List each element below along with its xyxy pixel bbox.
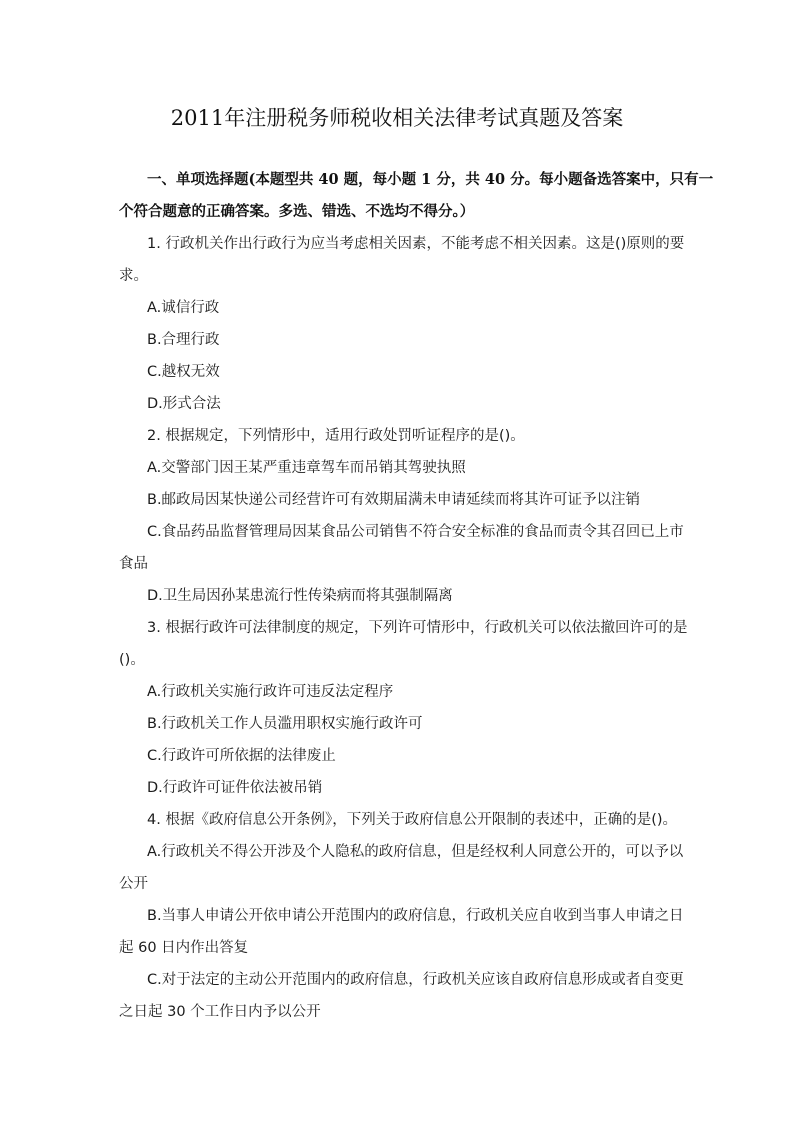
question-3-option-c: C.行政许可所依据的法律废止 (147, 748, 336, 764)
question-4: 4. 根据《政府信息公开条例》，下列关于政府信息公开限制的表述中，正确的是()。 (147, 812, 678, 828)
question-4-option-a: A.行政机关不得公开涉及个人隐私的政府信息，但是经权利人同意公开的，可以予以 (147, 844, 684, 860)
question-3: 3. 根据行政许可法律制度的规定，下列许可情形中，行政机关可以依法撤回许可的是 (147, 620, 688, 636)
question-1-cont: 求。 (119, 268, 148, 284)
question-1-option-b: B.合理行政 (147, 332, 220, 348)
question-3-option-a: A.行政机关实施行政许可违反法定程序 (147, 684, 394, 700)
question-3-cont: ()。 (119, 652, 145, 668)
question-2-option-c-cont: 食品 (119, 556, 148, 572)
question-4-option-b-cont: 起 60 日内作出答复 (119, 940, 249, 956)
question-4-option-b: B.当事人申请公开依申请公开范围内的政府信息，行政机关应自收到当事人申请之日 (147, 908, 684, 924)
question-1: 1. 行政机关作出行政行为应当考虑相关因素，不能考虑不相关因素。这是()原则的要 (147, 236, 685, 252)
document-title: 2011年注册税务师税收相关法律考试真题及答案 (170, 106, 624, 130)
question-2: 2. 根据规定，下列情形中，适用行政处罚听证程序的是()。 (147, 428, 525, 444)
section-heading: 一、单项选择题(本题型共 40 题，每小题 1 分，共 40 分。每小题备选答案中，只有一 (147, 171, 714, 188)
question-3-option-b: B.行政机关工作人员滥用职权实施行政许可 (147, 716, 423, 732)
question-4-option-a-cont: 公开 (119, 876, 148, 892)
question-4-option-c: C.对于法定的主动公开范围内的政府信息，行政机关应该自政府信息形成或者自变更 (147, 972, 684, 988)
section-heading-cont: 个符合题意的正确答案。多选、错选、不选均不得分。） (119, 203, 475, 220)
question-4-option-c-cont: 之日起 30 个工作日内予以公开 (119, 1004, 321, 1020)
question-1-option-d: D.形式合法 (147, 396, 221, 412)
question-3-option-d: D.行政许可证件依法被吊销 (147, 780, 323, 796)
question-1-option-a: A.诚信行政 (147, 300, 220, 316)
question-2-option-a: A.交警部门因王某严重违章驾车而吊销其驾驶执照 (147, 460, 466, 476)
question-2-option-b: B.邮政局因某快递公司经营许可有效期届满未申请延续而将其许可证予以注销 (147, 492, 641, 508)
question-2-option-c: C.食品药品监督管理局因某食品公司销售不符合安全标准的食品而责令其召回已上市 (147, 524, 684, 540)
question-2-option-d: D.卫生局因孙某患流行性传染病而将其强制隔离 (147, 588, 453, 604)
question-1-option-c: C.越权无效 (147, 364, 220, 380)
